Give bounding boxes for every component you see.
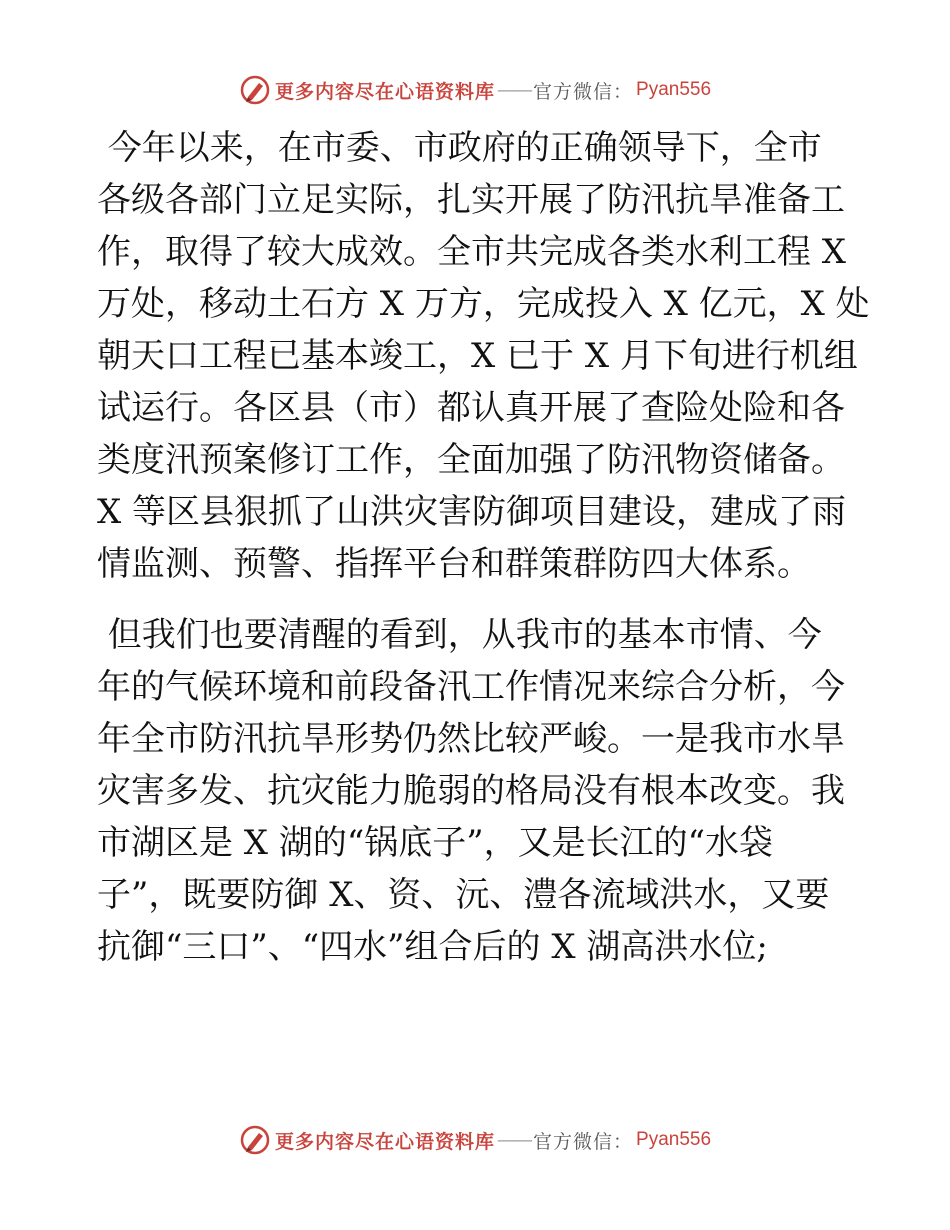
text-line: 类度汛预案修订工作，全面加强了防汛物资储备。 bbox=[97, 440, 845, 480]
footer-banner[interactable] bbox=[0, 1120, 950, 1160]
text-line: 抗御“三口”、“四水”组合后的 X 湖高洪水位; bbox=[97, 927, 768, 967]
text-line: 试运行。各区县（市）都认真开展了查险处险和各 bbox=[97, 388, 845, 428]
banner-dash: —— bbox=[496, 1129, 531, 1151]
banner-text: 更多内容尽在心语资料库 bbox=[274, 1130, 495, 1153]
wechat-label: 官方微信 bbox=[532, 1130, 613, 1153]
paragraph-1 bbox=[97, 122, 870, 590]
text-line: 灾害多发、抗灾能力脆弱的格局没有根本改变。我 bbox=[97, 771, 845, 811]
wechat-label: 官方微信 bbox=[532, 80, 613, 103]
header-banner[interactable] bbox=[0, 70, 950, 110]
banner-colon: ： bbox=[613, 1130, 633, 1153]
banner-text: 更多内容尽在心语资料库 bbox=[274, 80, 495, 103]
text-line: 情监测、预警、指挥平台和群策群防四大体系。 bbox=[97, 544, 811, 584]
text-line: 今年以来，在市委、市政府的正确领导下，全市 bbox=[97, 128, 822, 168]
document-body bbox=[97, 122, 870, 973]
pen-logo-icon bbox=[239, 74, 271, 106]
text-line: 作，取得了较大成效。全市共完成各类水利工程 X bbox=[97, 232, 847, 272]
text-line: X 等区县狠抓了山洪灾害防御项目建设，建成了雨 bbox=[97, 492, 847, 532]
text-line: 子”，既要防御 X、资、沅、澧各流域洪水，又要 bbox=[97, 875, 830, 915]
paragraph-2 bbox=[97, 609, 857, 973]
wechat-id: Pyan556 bbox=[636, 79, 712, 100]
text-line: 年全市防汛抗旱形势仍然比较严峻。一是我市水旱 bbox=[97, 719, 845, 759]
pen-logo-icon bbox=[239, 1124, 271, 1156]
banner-colon: ： bbox=[613, 80, 633, 103]
text-line: 各级各部门立足实际，扎实开展了防汛抗旱准备工 bbox=[97, 180, 845, 220]
banner-dash: —— bbox=[496, 79, 531, 101]
text-line: 万处，移动土石方 X 万方，完成投入 X 亿元，X 处 bbox=[97, 284, 870, 324]
text-line: 但我们也要清醒的看到，从我市的基本市情、今 bbox=[97, 615, 822, 655]
text-line: 朝天口工程已基本竣工，X 已于 X 月下旬进行机组 bbox=[97, 336, 858, 376]
text-line: 市湖区是 X 湖的“锅底子”，又是长江的“水袋 bbox=[97, 823, 773, 863]
wechat-id: Pyan556 bbox=[636, 1129, 712, 1150]
text-line: 年的气候环境和前段备汛工作情况来综合分析，今 bbox=[97, 667, 845, 707]
